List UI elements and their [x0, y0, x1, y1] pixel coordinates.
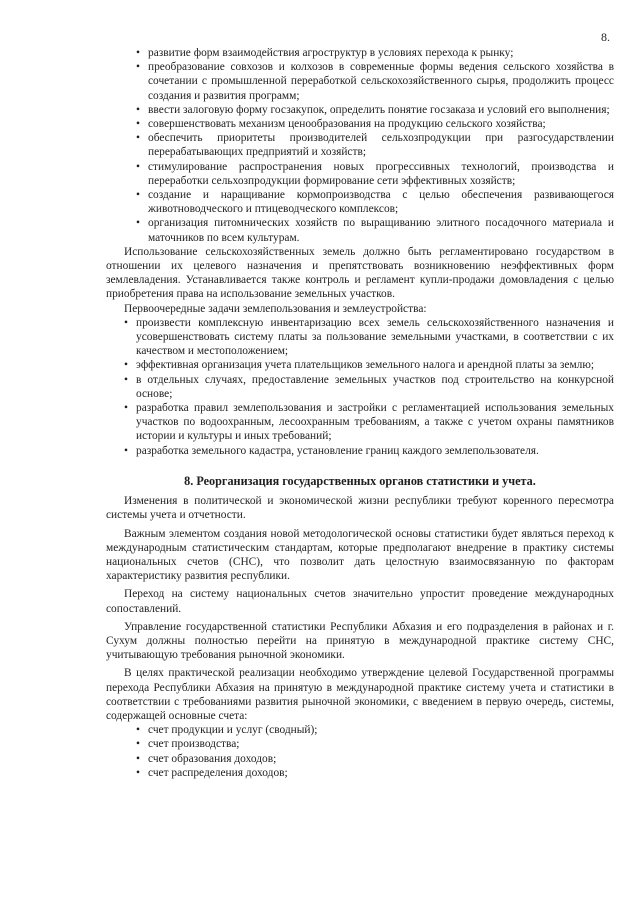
- list-item: • разработка земельного кадастра, установление границ каждого землепользователя.: [120, 444, 614, 458]
- page-content: [106, 46, 614, 780]
- list-item: • стимулирование распространения новых прогрессивных технологий, производства и переработки сельхозпродукции формирование сети эффективных хозяйств;: [132, 160, 614, 188]
- section-heading: 8. Реорганизация государственных органов статистики и учета.: [184, 473, 536, 488]
- list-item: • разработка правил землепользования и застройки с регламентацией использования земельных участков по водоохранным, лесоохранным требованиям, а также с учетом охраны памятников истории и культуры и иных требований;: [120, 401, 614, 444]
- paragraph: В целях практической реализации необходимо утверждение целевой Государственной программы перехода Республики Абхазия на принятую в международной практике систему учета и статистики в соответствии с требованиями развития рыночной экономики, с введением в первую очередь, системы, содержащей основные счета:: [106, 667, 614, 722]
- list-item: • обеспечить приоритеты производителей сельхозпродукции при разгосударствлении перерабатывающих предприятий и хозяйств;: [132, 131, 614, 159]
- land-tasks-list: [106, 316, 614, 458]
- list-item: • преобразование совхозов и колхозов в современные формы ведения сельского хозяйства в сочетании с промышленной переработкой сельскохозяйственного сырья, продолжить процесс создания и развития программ;: [132, 60, 614, 103]
- list-item: • счет образования доходов;: [132, 752, 614, 766]
- list-item: • счет распределения доходов;: [132, 766, 614, 780]
- list-item: • совершенствовать механизм ценообразования на продукцию сельского хозяйства;: [132, 117, 614, 131]
- list-item: • произвести комплексную инвентаризацию всех земель сельскохозяйственного назначения и усовершенствовать систему платы за пользование земельными участками, в соответствии с их качеством и местоположением;: [120, 316, 614, 359]
- paragraph-priority-tasks: Первоочередные задачи землепользования и землеустройства:: [124, 302, 427, 315]
- agriculture-measures-list: [106, 46, 614, 245]
- list-item: • в отдельных случаях, предоставление земельных участков под строительство на конкурсной основе;: [120, 373, 614, 401]
- list-item: • счет продукции и услуг (сводный);: [132, 723, 614, 737]
- page-number: 8.: [601, 30, 610, 44]
- list-item: • эффективная организация учета плательщиков земельного налога и арендной платы за землю;: [120, 358, 614, 372]
- list-item: • организация питомнических хозяйств по выращиванию элитного посадочного материала и маточников по всем культурам.: [132, 216, 614, 244]
- list-item: • развитие форм взаимодействия агроструктур в условиях перехода к рынку;: [132, 46, 614, 60]
- accounts-list: [106, 723, 614, 780]
- list-item: • ввести залоговую форму госзакупок, определить понятие госзаказа и условий его выполнения;: [132, 103, 614, 117]
- paragraph: Изменения в политической и экономической жизни республики требуют коренного пересмотра системы учета и отчетности.: [106, 495, 614, 522]
- paragraph: Важным элементом создания новой методологической основы статистики будет являться переход к международным статистическим стандартам, которые предполагают внедрение в практику системы национальных счетов (СНС), что позволит дать целостную взаимосвязанную по факторам характеристику развития республики.: [106, 527, 614, 583]
- list-item: • счет производства;: [132, 737, 614, 751]
- paragraph: Управление государственной статистики Республики Абхазия и его подразделения в районах и г. Сухум должны полностью перейти на принятую в международной практике систему СНС, учитывающую требования рыночной экономики.: [106, 620, 614, 662]
- paragraph: Переход на систему национальных счетов значительно упростит проведение международных сопоставлений.: [106, 588, 614, 615]
- paragraph-land-use: Использование сельскохозяйственных земель должно быть регламентировано государством в отношении их целевого назначения и препятствовать возникновению неэффективных форм землевладения. Устанавливается также контроль и регламент купли-продажи домовладения с целью приобретения права на использование земельных участков.: [106, 245, 614, 301]
- list-item: • создание и наращивание кормопроизводства с целью обеспечения развивающегося животноводческого и птицеводческого комплексов;: [132, 188, 614, 216]
